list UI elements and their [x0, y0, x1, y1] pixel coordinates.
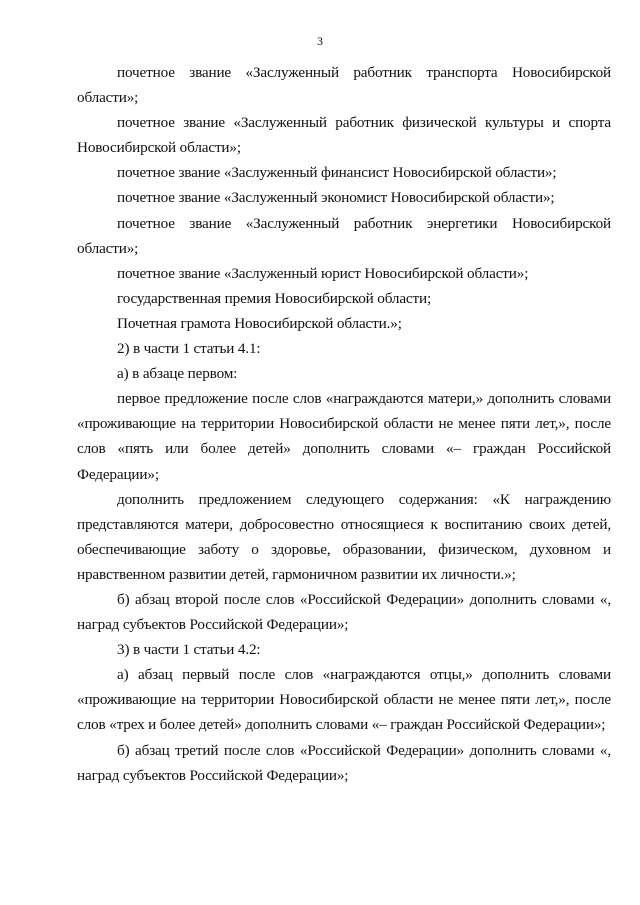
- paragraph-certificate-of-honor: Почетная грамота Новосибирской области.»;: [117, 314, 402, 332]
- paragraph-honorary-title-sport: почетное звание «Заслуженный работник физической культуры и спорта Новосибирской области»;: [77, 114, 611, 157]
- paragraph-honorary-title-economist: почетное звание «Заслуженный экономист Новосибирской области»;: [117, 189, 555, 207]
- paragraph-subitem-b-mothers: б) абзац второй после слов «Российской Федерации» дополнить словами «, наград субъектов Российской Федерации»;: [77, 590, 611, 634]
- paragraph-item-2-heading: 2) в части 1 статьи 4.1:: [117, 340, 261, 358]
- paragraph-first-sentence-amendment: первое предложение после слов «награждаются матери,» дополнить словами «проживающие на территории Новосибирской области не менее пяти лет,», после слов «пять или более детей» дополнить словами «– граждан Российской Федерации»;: [77, 390, 611, 483]
- paragraph-state-prize: государственная премия Новосибирской области;: [117, 289, 432, 307]
- paragraph-add-sentence: дополнить предложением следующего содержания: «К награждению представляются матери, добросовестно относящиеся к воспитанию своих детей, обеспечивающие заботу о здоровье, образовании, физическом, духовном и нравственном развитии детей, гармоничном развитии их личности.»;: [77, 490, 611, 583]
- page-number: 3: [317, 34, 323, 48]
- paragraph-subitem-a-heading: а) в абзаце первом:: [117, 365, 238, 383]
- paragraph-honorary-title-energy: почетное звание «Заслуженный работник энергетики Новосибирской области»;: [77, 214, 611, 257]
- paragraph-subitem-b-fathers: б) абзац третий после слов «Российской Федерации» дополнить словами «, наград субъектов Российской Федерации»;: [77, 741, 611, 784]
- paragraph-subitem-a-fathers: а) абзац первый после слов «награждаются отцы,» дополнить словами «проживающие на территории Новосибирской области не менее пяти лет,», после слов «трех и более детей» дополнить словами «– граждан Российской Федерации»;: [77, 666, 611, 734]
- paragraph-honorary-title-financier: почетное звание «Заслуженный финансист Новосибирской области»;: [117, 164, 557, 182]
- paragraph-honorary-title-lawyer: почетное звание «Заслуженный юрист Новосибирской области»;: [117, 264, 529, 282]
- paragraph-honorary-title-transport: почетное звание «Заслуженный работник транспорта Новосибирской области»;: [77, 64, 611, 107]
- paragraph-item-3-heading: 3) в части 1 статьи 4.2:: [117, 641, 261, 659]
- document-body: [77, 60, 611, 788]
